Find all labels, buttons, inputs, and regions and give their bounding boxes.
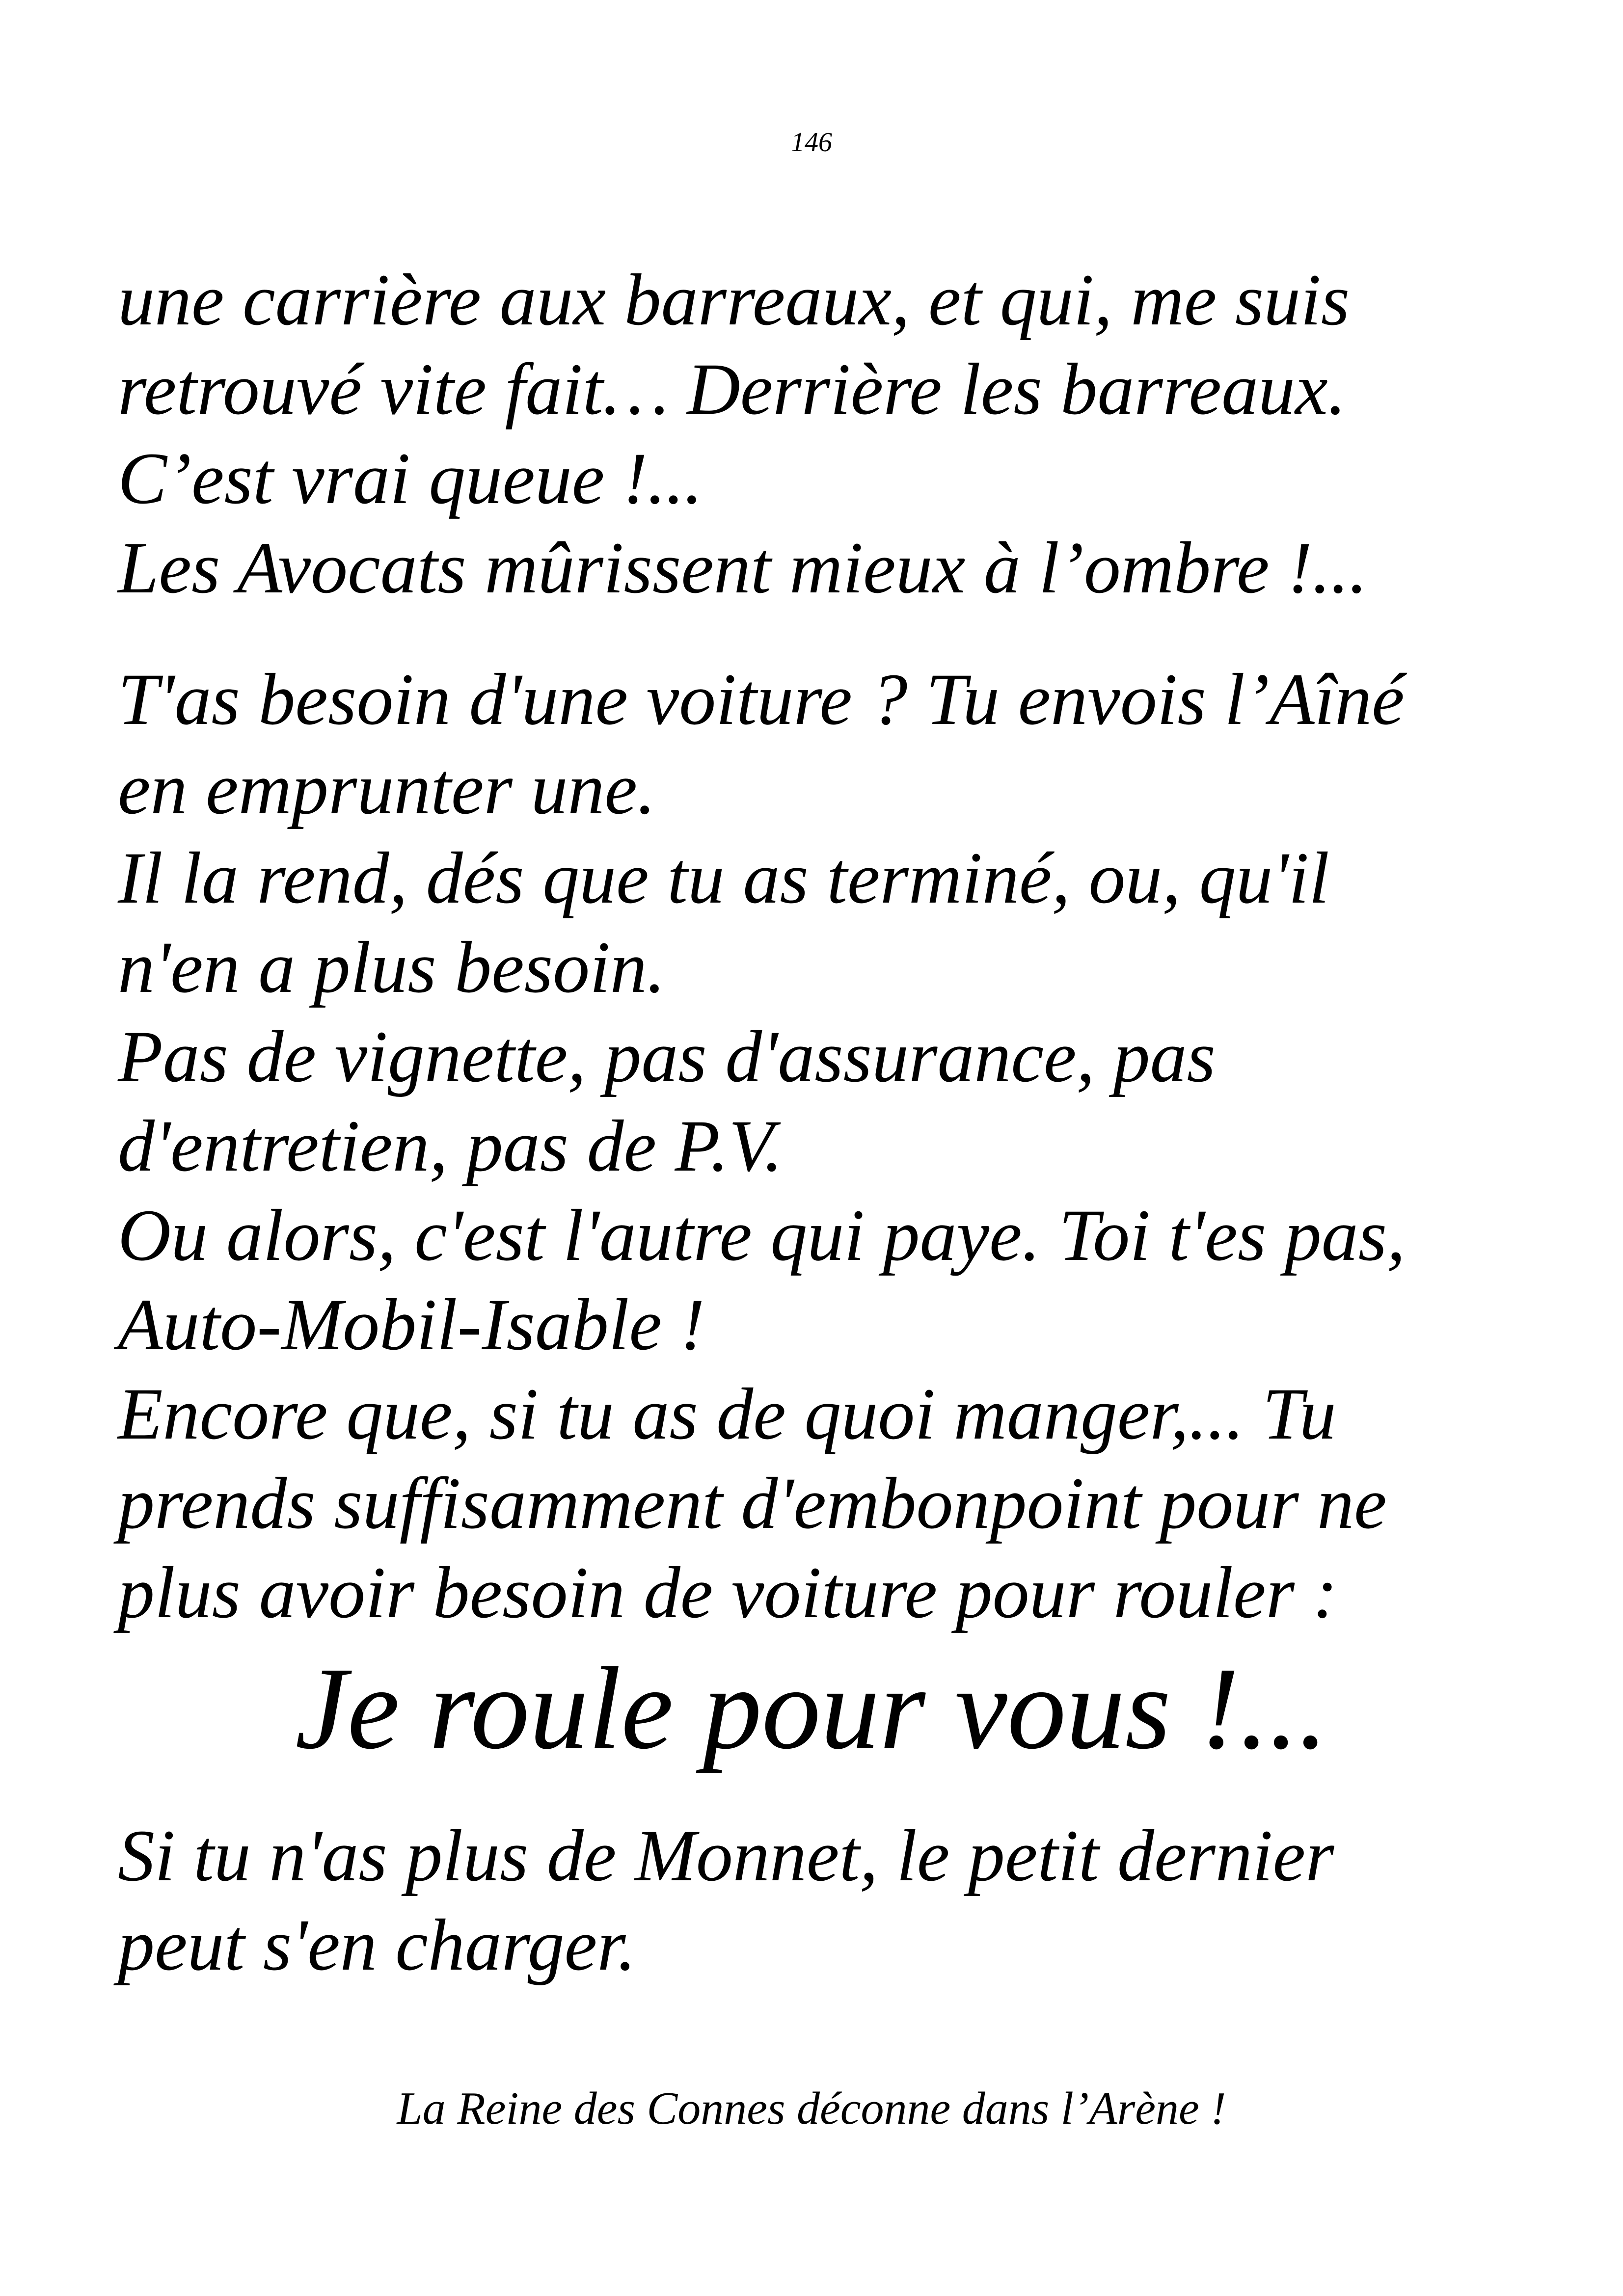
text-line: en emprunter une.	[118, 748, 656, 829]
text-line: plus avoir besoin de voiture pour rouler :	[118, 1552, 1338, 1633]
text-line: une carrière aux barreaux, et qui, me suis	[118, 259, 1350, 341]
text-line: retrouvé vite fait… Derrière les barreaux.	[118, 348, 1347, 430]
text-line: d'entretien, pas de P.V.	[118, 1105, 783, 1187]
text-line: C’est vrai queue !...	[118, 438, 703, 519]
text-line: Encore que, si tu as de quoi manger,... Tu	[118, 1373, 1336, 1455]
book-title-footer: La Reine des Connes déconne dans l’Arène !	[397, 2083, 1226, 2134]
text-line: Si tu n'as plus de Monnet, le petit dernier	[118, 1815, 1334, 1896]
text-line: Auto-Mobil-Isable !	[118, 1284, 705, 1365]
text-line: n'en a plus besoin.	[118, 927, 666, 1008]
text-line: Les Avocats mûrissent mieux à l’ombre !...	[118, 527, 1368, 609]
page-number: 146	[791, 127, 832, 158]
paragraph-1	[118, 255, 1542, 613]
text-line: Il la rend, dés que tu as terminé, ou, qu'il	[118, 837, 1329, 919]
text-line: prends suffisamment d'embonpoint pour ne	[118, 1463, 1387, 1544]
paragraph-3	[118, 1811, 1542, 1990]
text-line: Pas de vignette, pas d'assurance, pas	[118, 1016, 1216, 1097]
slogan-heading: Je roule pour vous !...	[295, 1643, 1328, 1773]
paragraph-2	[118, 655, 1542, 1637]
text-line: peut s'en charger.	[118, 1904, 636, 1986]
text-line: T'as besoin d'une voiture ? Tu envois l’Aîné	[118, 659, 1405, 740]
text-line: Ou alors, c'est l'autre qui paye. Toi t'es pas,	[118, 1195, 1406, 1276]
